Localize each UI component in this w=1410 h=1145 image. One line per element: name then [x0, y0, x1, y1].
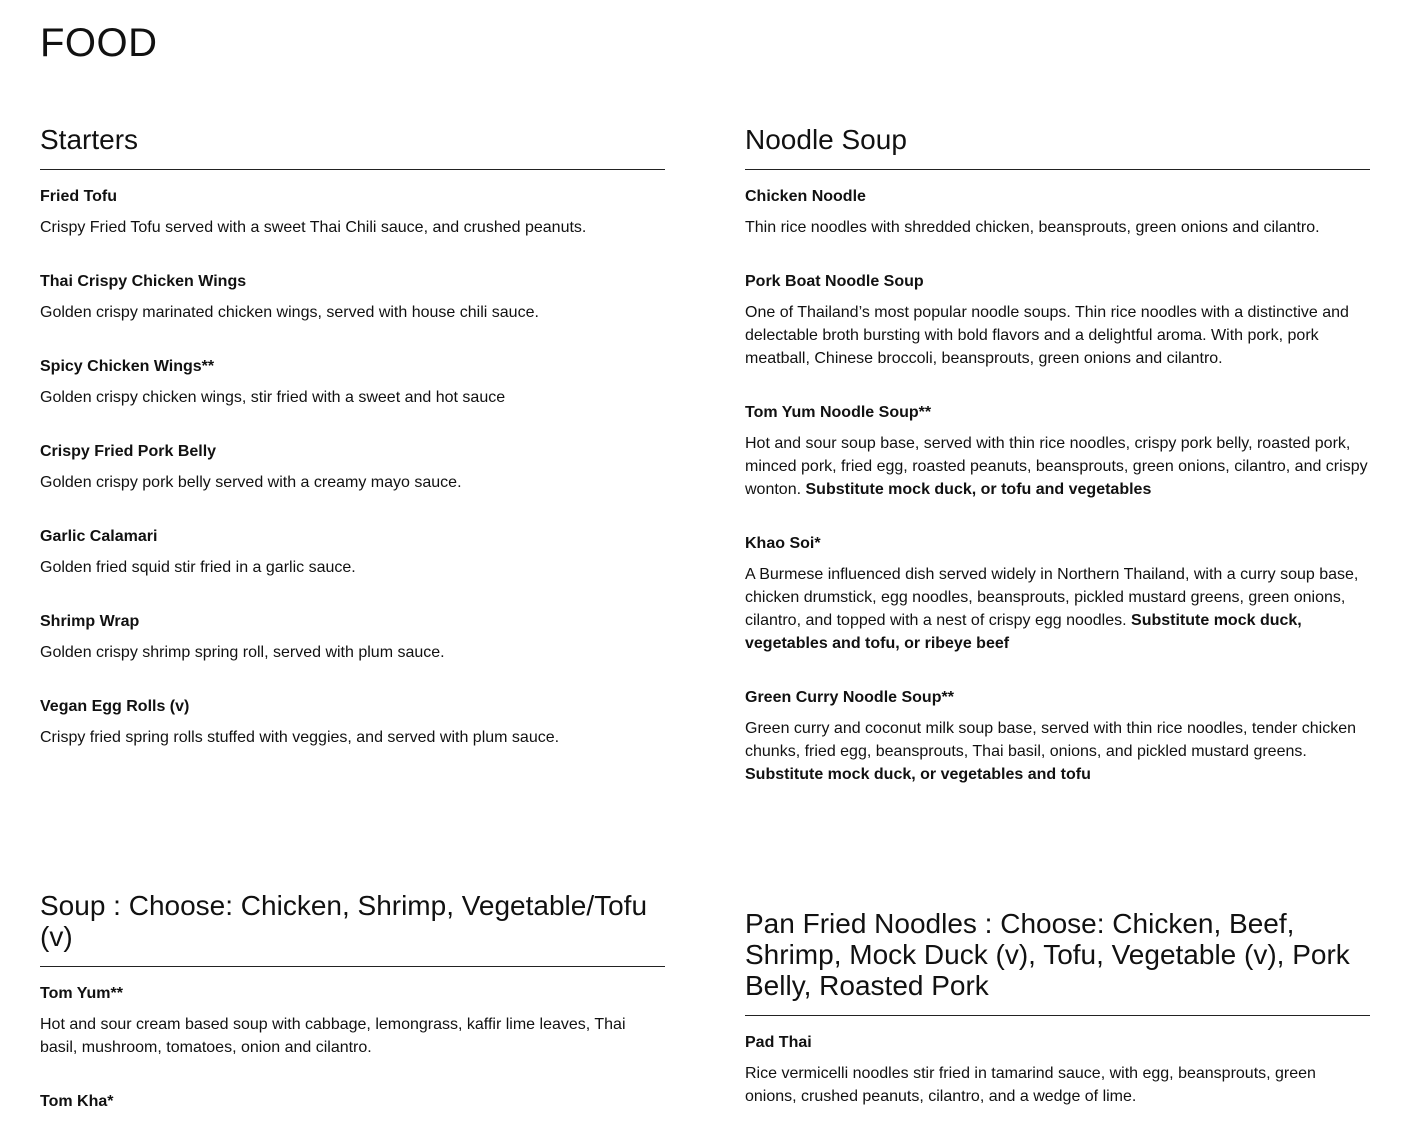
menu-item [40, 270, 665, 324]
menu-item-description-text: Golden crispy shrimp spring roll, served with plum sauce. [40, 644, 445, 661]
menu-item-description [40, 726, 665, 749]
menu-item-description [40, 386, 665, 409]
menu-item [745, 1031, 1370, 1108]
menu-item-description [745, 216, 1370, 239]
menu-item [40, 982, 665, 1059]
section-heading: Soup : Choose: Chicken, Shrimp, Vegetable/Tofu (v) [40, 890, 665, 967]
menu-item-description-text: A Burmese influenced dish served widely in Northern Thailand, with a curry soup base, chicken drumstick, egg noodles, beansprouts, pickled mustard greens, green onions, cilantro, and topped with a nest of crispy egg noodles. [745, 566, 1359, 629]
menu-item-description-text: Golden crispy marinated chicken wings, served with house chili sauce. [40, 304, 539, 321]
menu-item-description [745, 1062, 1370, 1108]
menu-item-name: Vegan Egg Rolls (v) [40, 698, 190, 715]
menu-item-description-text: Golden fried squid stir fried in a garlic sauce. [40, 559, 356, 576]
menu-item-description [40, 641, 665, 664]
menu-item-description-text: Golden crispy chicken wings, stir fried with a sweet and hot sauce [40, 389, 506, 406]
menu-item-description-text: Hot and sour cream based soup with cabbage, lemongrass, kaffir lime leaves, Thai basil, mushroom, tomatoes, onion and cilantro. [40, 1016, 626, 1056]
menu-item-name: Crispy Fried Pork Belly [40, 443, 217, 460]
menu-item-description-text: Crispy Fried Tofu served with a sweet Thai Chili sauce, and crushed peanuts. [40, 219, 587, 236]
menu-item [40, 185, 665, 239]
menu-item-name: Tom Yum** [40, 985, 123, 1002]
menu-item-substitution-note: Substitute mock duck, or tofu and vegetables [805, 481, 1152, 498]
section-noodle-soup [745, 124, 1370, 817]
menu-item-description-text: One of Thailand’s most popular noodle soups. Thin rice noodles with a distinctive and delectable broth bursting with bold flavors and a delightful aroma. With pork, pork meatball, Chinese broccoli, beansprouts, green onions and cilantro. [745, 304, 1349, 367]
menu-items-list [40, 185, 665, 749]
menu-item [745, 270, 1370, 370]
menu-item-name: Thai Crispy Chicken Wings [40, 273, 247, 290]
section-heading: Starters [40, 124, 665, 170]
menu-item-name: Chicken Noodle [745, 188, 866, 205]
menu-item-description-text: Hot and sour soup base, served with thin rice noodles, crispy pork belly, roasted pork, minced pork, fried egg, roasted peanuts, beansprouts, green onions, cilantro, and crispy wonton. [745, 435, 1368, 498]
menu-item-description [40, 556, 665, 579]
menu-item [40, 525, 665, 579]
menu-item [40, 440, 665, 494]
menu-item [40, 355, 665, 409]
menu-item-description [745, 301, 1370, 370]
menu-item-description [40, 216, 665, 239]
menu-item [745, 185, 1370, 239]
menu-item-name: Fried Tofu [40, 188, 118, 205]
menu-item-name: Tom Yum Noodle Soup** [745, 404, 932, 421]
menu-item [40, 1090, 665, 1114]
menu-items-list [745, 185, 1370, 786]
menu-items-list [40, 982, 665, 1114]
menu-item-name: Pad Thai [745, 1034, 812, 1051]
section-starters [40, 124, 665, 780]
menu-item-description [745, 432, 1370, 501]
menu-item-description [40, 1013, 665, 1059]
menu-item-description-text: Thin rice noodles with shredded chicken, beansprouts, green onions and cilantro. [745, 219, 1320, 236]
menu-item-description [745, 563, 1370, 655]
page-title: FOOD [40, 21, 158, 65]
section-heading: Noodle Soup [745, 124, 1370, 170]
menu-items-list [745, 1031, 1370, 1108]
menu-item-description [745, 717, 1370, 786]
menu-item-description-text: Green curry and coconut milk soup base, served with thin rice noodles, tender chicken chunks, fried egg, beansprouts, Thai basil, onions, and pickled mustard greens. [745, 720, 1356, 760]
section-heading: Pan Fried Noodles : Choose: Chicken, Beef, Shrimp, Mock Duck (v), Tofu, Vegetable (v), Pork Belly, Roasted Pork [745, 908, 1370, 1016]
menu-item-description-text: Crispy fried spring rolls stuffed with veggies, and served with plum sauce. [40, 729, 560, 746]
menu-item-description-text: Golden crispy pork belly served with a creamy mayo sauce. [40, 474, 462, 491]
menu-item-substitution-note: Substitute mock duck, vegetables and tofu, or ribeye beef [745, 612, 1302, 652]
menu-item-name: Garlic Calamari [40, 528, 158, 545]
menu-item-name: Pork Boat Noodle Soup [745, 273, 924, 290]
menu-item-substitution-note: Substitute mock duck, or vegetables and tofu [745, 766, 1091, 783]
menu-item-name: Shrimp Wrap [40, 613, 140, 630]
menu-item-name: Green Curry Noodle Soup** [745, 689, 954, 706]
section-soup [40, 890, 665, 1145]
menu-item [745, 532, 1370, 655]
menu-item-description [40, 471, 665, 494]
menu-item-description-text: Rice vermicelli noodles stir fried in tamarind sauce, with egg, beansprouts, green onions, crushed peanuts, cilantro, and a wedge of lime. [745, 1065, 1316, 1105]
menu-item-name: Spicy Chicken Wings** [40, 358, 215, 375]
menu-item-description [40, 301, 665, 324]
menu-item [745, 401, 1370, 501]
menu-item [40, 610, 665, 664]
menu-item-name: Khao Soi* [745, 535, 821, 552]
menu-item-name: Tom Kha* [40, 1093, 114, 1110]
section-pan-fried-noodles [745, 908, 1370, 1139]
menu-item [745, 686, 1370, 786]
menu-item [40, 695, 665, 749]
